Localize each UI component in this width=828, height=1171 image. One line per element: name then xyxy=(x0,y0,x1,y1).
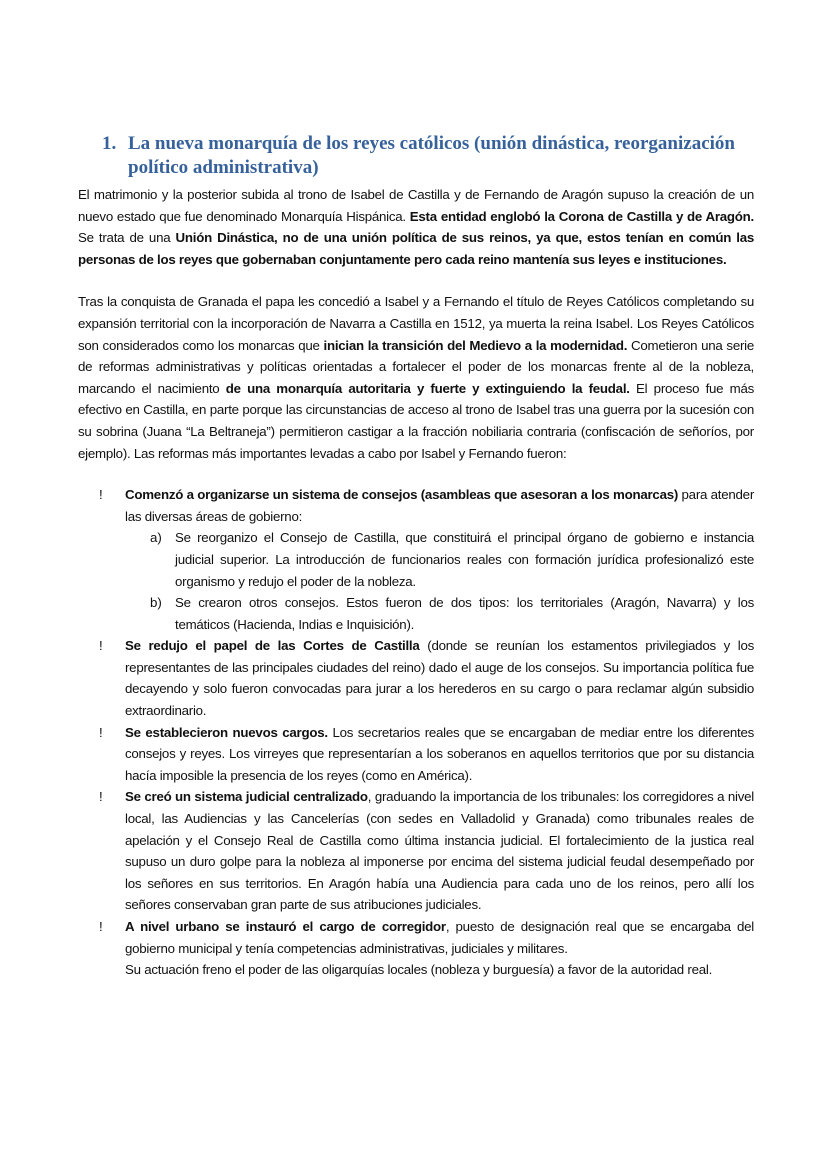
list-item-body xyxy=(125,786,754,916)
bold-text: Se establecieron nuevos cargos. xyxy=(125,724,328,740)
bullet-mark: ! xyxy=(99,724,103,740)
list-item xyxy=(78,635,754,721)
sub-item-letter: a) xyxy=(150,530,162,546)
heading-text: La nueva monarquía de los reyes católicos (unión dinástica, reorganización político administrativa) xyxy=(128,133,735,178)
bold-text: Se redujo el papel de las Cortes de Castilla xyxy=(125,638,420,654)
text-run: El matrimonio y la posterior subida al trono de Isabel de Castilla y de Fernando de Aragón supuso la creación de un nuevo estado que fue denominado Monarquía Hispánica. xyxy=(78,187,754,224)
list-item xyxy=(78,916,754,981)
bold-text: Comenzó a organizarse un sistema de consejos (asambleas que asesoran a los monarcas) xyxy=(125,487,679,503)
text-run: Los secretarios reales que se encargaban de mediar entre los diferentes consejos y reyes. Los virreyes que representarían a los soberanos en aquellos territorios que por su distancia hacía imposible la presencia de los reyes (como en América). xyxy=(125,724,754,783)
bullet-mark: ! xyxy=(99,487,103,503)
sub-item xyxy=(125,527,754,592)
bullet-mark: ! xyxy=(99,638,103,654)
list-item-text xyxy=(125,786,754,916)
list-item-body xyxy=(125,916,754,981)
list-item xyxy=(78,484,754,635)
text-run: , graduando la importancia de los tribunales: los corregidores a nivel local, las Audiencias y las Cancelerías (con sedes en Valladolid y Granada) como tribunales reales de apelación y el Consejo Real de Castilla como última instancia judicial. El fortalecimiento de la justica real supuso un duro golpe para la nobleza al imponerse por encima del sistema judicial feudal desempeñado por los señores en sus territorios. En Aragón había una Audiencia para cada uno de los reinos, pero allí los señores conservaban gran parte de sus atribuciones judiciales. xyxy=(125,789,754,913)
bold-text: A nivel urbano se instauró el cargo de corregidor xyxy=(125,919,446,934)
list-item-text xyxy=(125,635,754,721)
list-item xyxy=(78,722,754,787)
text-run: Se trata de una xyxy=(78,230,176,246)
intro-paragraph xyxy=(78,184,754,270)
heading-number: 1. xyxy=(102,133,117,154)
list-item-body xyxy=(125,722,754,787)
list-item-text xyxy=(125,722,754,787)
sub-item-text: Se reorganizo el Consejo de Castilla, que constituirá el principal órgano de gobierno e instancia judicial superior. La introducción de funcionarios reales con formación jurídica profesionalizó este organismo y redujo el poder de la nobleza. xyxy=(175,530,754,589)
list-item-body xyxy=(125,635,754,721)
bold-text: Se creó un sistema judicial centralizado xyxy=(125,789,368,805)
sub-item xyxy=(125,592,754,635)
reforms-list xyxy=(78,484,754,981)
bold-text: inician la transición del Medievo a la modernidad. xyxy=(323,337,628,353)
list-item-body xyxy=(125,484,754,635)
bullet-mark: ! xyxy=(99,919,103,934)
list-item-extra-text: Su actuación freno el poder de las oligarquías locales (nobleza y burguesía) a favor de la autoridad real. xyxy=(125,962,713,978)
reforms-paragraph xyxy=(78,291,754,464)
text-run: Tras la conquista de Granada el papa les concedió a Isabel y a Fernando el título de Reyes Católicos completando su expansión territorial con la incorporación de Navarra a Castilla en 1512, ya muerta la reina Isabel. Los Reyes Católicos son considerados como los monarcas que xyxy=(78,294,754,353)
list-item-text xyxy=(125,916,754,959)
text-run: El proceso fue más efectivo en Castilla, en parte porque las circunstancias de acceso al trono de Isabel tras una guerra por la sucesión con su sobrina (Juana “La Beltraneja”) permitieron castigar a la fracción nobiliaria contraria (confiscación de señoríos, por ejemplo). Las reformas más importantes levadas a cabo por Isabel y Fernando fueron: xyxy=(78,380,754,461)
document-page xyxy=(78,132,754,981)
sub-item-letter: b) xyxy=(150,595,162,611)
list-item xyxy=(78,786,754,916)
sub-item-text: Se crearon otros consejos. Estos fueron de dos tipos: los territoriales (Aragón, Navarra) y los temáticos (Hacienda, Indias e Inquisición). xyxy=(175,595,754,632)
list-item-text xyxy=(125,484,754,527)
bold-text: de una monarquía autoritaria y fuerte y extinguiendo la feudal. xyxy=(225,380,630,396)
text-run: para atender las diversas áreas de gobierno: xyxy=(125,487,754,524)
bold-text: Esta entidad englobó la Corona de Castilla y de Aragón. xyxy=(409,208,754,224)
text-run: (donde se reunían los estamentos privilegiados y los representantes de las principales ciudades del reino) dado el auge de los consejos. Su importancia política fue decayendo y solo fueron convocadas para jurar a los herederos en su cargo o para reclamar algún subsidio extraordinario. xyxy=(125,638,754,719)
text-run: Cometieron una serie de reformas administrativas y políticas orientadas a fortalecer el poder de los monarcas frente al de la nobleza, marcando el nacimiento xyxy=(78,337,754,396)
bullet-mark: ! xyxy=(99,789,103,805)
bold-text: Unión Dinástica, no de una unión política de sus reinos, ya que, estos tenían en común las personas de los reyes que gobernaban conjuntamente pero cada reino mantenía sus leyes e instituciones. xyxy=(78,230,754,267)
text-run: , puesto de designación real que se encargaba del gobierno municipal y tenía competencias administrativas, judiciales y militares. xyxy=(125,919,754,956)
section-heading xyxy=(102,132,754,180)
